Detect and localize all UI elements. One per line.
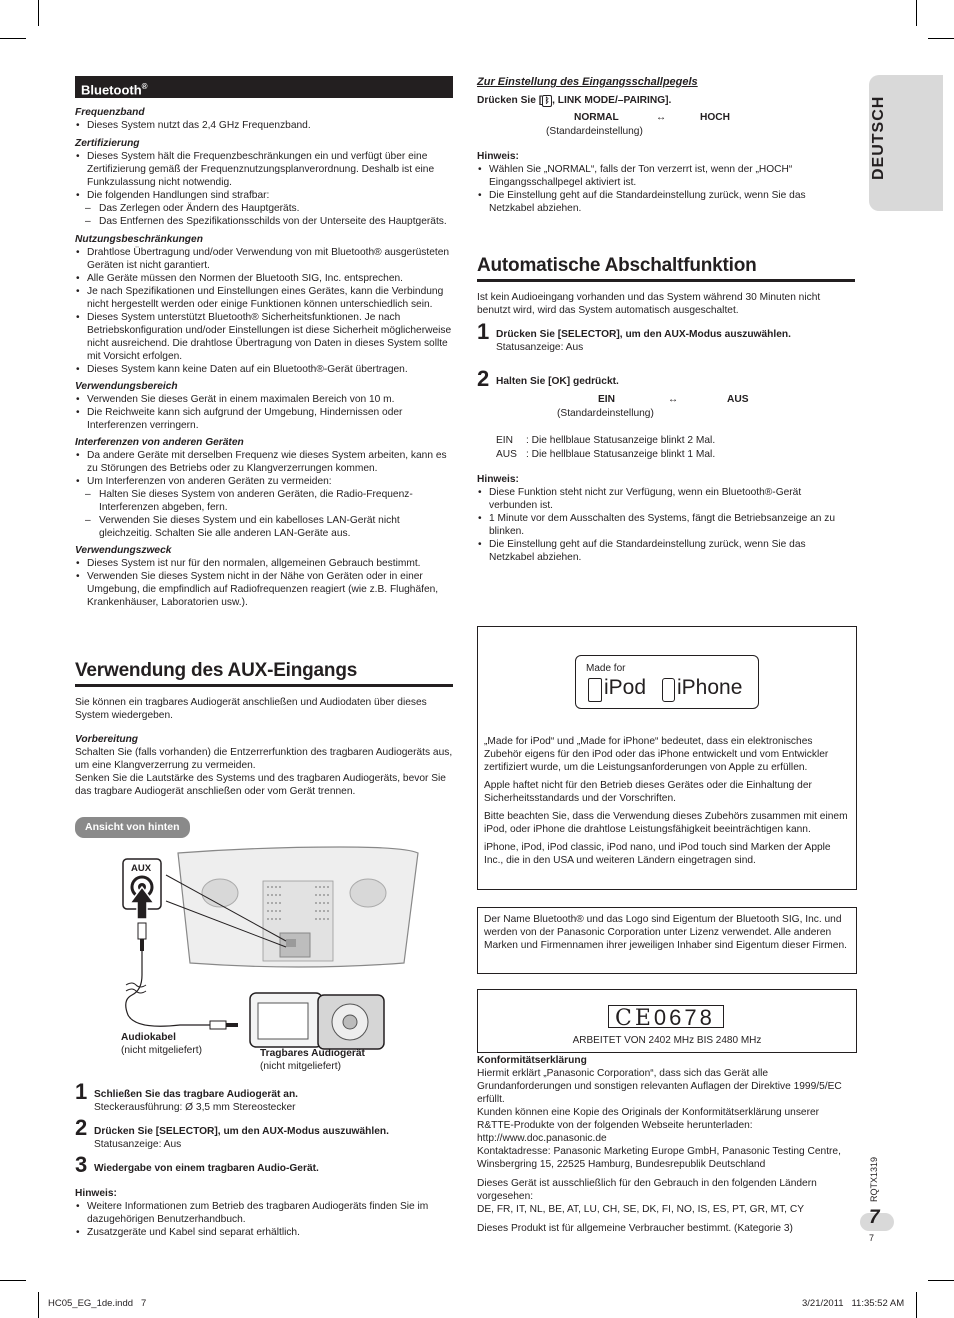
list-item: • Zusatzgeräte und Kabel sind separat erhältlich. bbox=[75, 1226, 453, 1239]
footer-timestamp: 3/21/2011 11:35:52 AM bbox=[802, 1298, 905, 1309]
aux-heading: Verwendung des AUX-Eingangs bbox=[75, 660, 453, 687]
subheading: Verwendungsbereich bbox=[75, 381, 178, 392]
page-number: 7 bbox=[869, 1207, 880, 1228]
eingang-hinweis: Hinweis: • Wählen Sie „NORMAL“, falls der Ton verzerrt ist, wenn der „HOCH“ Eingangsschallpegel aktiviert ist. • Die Einstellung geht auf die Standardeinstellung zurück, wenn Sie das Netzkabel abziehen. bbox=[477, 150, 847, 215]
auto-step-1: Drücken Sie [SELECTOR], um den AUX-Modus auszuwählen. Statusanzeige: Aus bbox=[496, 329, 791, 353]
subheading: Interferenzen von anderen Geräten bbox=[75, 437, 244, 448]
eingang-section bbox=[477, 73, 855, 107]
list-item: • 1 Minute vor dem Ausschalten des Systems, fängt die Betriebsanzeige an zu blinken. bbox=[477, 512, 847, 538]
list-item: • Verwenden Sie dieses System nicht in der Nähe von Geräten oder in einer Umgebung, die empfindlich auf Radiofrequenzen reagiert (wie z.B. Flughäfen, Krankenhäuser, Laboratorien usw.). bbox=[75, 570, 453, 609]
list-item: – Das Entfernen des Spezifikationsschilds von der Unterseite des Hauptgeräts. bbox=[75, 215, 453, 228]
subheading: Nutzungsbeschränkungen bbox=[75, 234, 203, 245]
list-item: • Alle Geräte müssen den Normen der Bluetooth SIG, Inc. entsprechen. bbox=[75, 272, 453, 285]
eingang-press: Drücken Sie [ ᛒ , LINK MODE/–PAIRING]. bbox=[477, 95, 672, 106]
list-item: • Um Interferenzen von anderen Geräten zu vermeiden: bbox=[75, 475, 453, 488]
crop-mark bbox=[38, 0, 39, 26]
option-normal: NORMAL bbox=[574, 112, 619, 123]
bluetooth-trademark-box: Der Name Bluetooth® und das Logo sind Eigentum der Bluetooth SIG, Inc. und werden von der Panasonic Corporation unter Lizenz verwendet. Alle anderen Marken und Firmennamen ihrer jeweiligen Inhaber sind Eigentum dieser Firmen. bbox=[477, 907, 857, 974]
subheading: Verwendungszweck bbox=[75, 545, 172, 556]
step-number: 1 bbox=[75, 1079, 88, 1104]
aux-step-3: Wiedergabe von einem tragbaren Audio-Gerät. bbox=[94, 1163, 319, 1174]
crop-mark bbox=[928, 38, 954, 39]
arrow-icon: ↔ bbox=[656, 112, 667, 123]
aux-intro: Sie können ein tragbares Audiogerät anschließen und Audiodaten über dieses System wiedergeben. Vorbereitung Schalten Sie (falls vorhanden) die Entzerrerfunktion des tragbaren Audiogeräts aus, um eine Klangverzerrung zu vermeiden. Senken Sie die Lautstärke des Systems und des tragbaren Audiogeräts, bevor Sie das tragbare Audiogerät anschließen oder vom Gerät trennen. bbox=[75, 697, 453, 797]
crop-mark bbox=[916, 1292, 917, 1318]
language-tab-label: DEUTSCH bbox=[870, 95, 887, 180]
auto-step-2: Halten Sie [OK] gedrückt. bbox=[496, 376, 619, 387]
aux-hinweis: Hinweis: • Weitere Informationen zum Betrieb des tragbaren Audiogeräts finden Sie im dazugehörigen Benutzerhandbuch. • Zusatzgeräte und Kabel sind separat erhältlich. bbox=[75, 1187, 453, 1239]
ein-desc: EIN : Die hellblaue Statusanzeige blinkt 2 Mal. bbox=[496, 435, 716, 446]
aux-port-label: AUX bbox=[131, 863, 152, 874]
bluetooth-heading: Bluetooth® bbox=[75, 76, 453, 98]
konformitaet: Konformitätserklärung Hiermit erklärt „Panasonic Corporation“, dass sich das Gerät alle Grundanforderungen und sonstigen relevanten Auflagen der Direktive 1999/5/EC erfüllt. Kunden können eine Kopie des Originals der Konformitätserklärung unserer R&TTE-Produkte von der folgenden Webseite herunterladen: http://www.doc.panasonic.de Kontaktadresse: Panasonic Marketing Europe GmbH, Panasonic Testing Centre, Winsbergring 15, 22525 Hamburg, Bundesrepublik Deutschland Dieses Gerät ist ausschließlich für den Gebrauch in den folgenden Ländern vorgesehen: DE, FR, IT, NL, BE, AT, LU, CH, SE, DK, FI, NO, IS, ES, PT, GR, MT, CY Dieses Produkt ist für allgemeine Verbraucher bestimmt. (Kategorie 3) bbox=[477, 1055, 842, 1234]
crop-mark bbox=[38, 1292, 39, 1318]
list-item: • Die folgenden Handlungen sind strafbar: bbox=[75, 189, 453, 202]
crop-mark bbox=[916, 0, 917, 26]
aux-step-2: Drücken Sie [SELECTOR], um den AUX-Modus auszuwählen. Statusanzeige: Aus bbox=[94, 1126, 389, 1150]
list-item: • Je nach Spezifikationen und Einstellungen eines Gerätes, kann die Verbindung nicht hergestellt werden oder einige Funktionen können unterschiedlich sein. bbox=[75, 285, 453, 311]
subheading: Zertifizierung bbox=[75, 138, 140, 149]
auto-heading: Automatische Abschaltfunktion bbox=[477, 255, 855, 282]
apple-notice-box bbox=[477, 626, 857, 890]
bluetooth-icon: ᛒ bbox=[542, 95, 552, 107]
crop-mark bbox=[0, 1280, 26, 1281]
option-aus: AUS bbox=[727, 394, 749, 405]
list-item: – Das Zerlegen oder Ändern des Hauptgeräts. bbox=[75, 202, 453, 215]
arrow-icon: ↔ bbox=[668, 394, 679, 405]
list-item: • Drahtlose Übertragung und/oder Verwendung von mit Bluetooth® ausgerüsteten Geräten ist nicht garantiert. bbox=[75, 246, 453, 272]
list-item: • Dieses System ist nur für den normalen, allgemeinen Gebrauch bestimmt. bbox=[75, 557, 453, 570]
rear-view-pill: Ansicht von hinten bbox=[75, 817, 190, 838]
aux-step-1: Schließen Sie das tragbare Audiogerät an. Steckerausführung: Ø 3,5 mm Stereostecker bbox=[94, 1089, 298, 1113]
cable-label: Audiokabel (nicht mitgeliefert) bbox=[121, 1032, 202, 1056]
doc-code: RQTX1319 bbox=[869, 1156, 879, 1202]
apple-text: „Made for iPod“ und „Made for iPhone“ bedeutet, dass ein elektronisches Zubehör eigens für den iPod oder das iPhone entwickelt und vom Entwickler zertifiziert wurde, um die Leistungsanforderungen von Apple zu erfüllen. Apple haftet nicht für den Betrieb dieses Gerätes oder die Einhaltung der Sicherheitsstandards und der Vorschriften. Bitte beachten Sie, dass die Verwendung dieses Zubehörs zusammen mit einem iPod, oder iPhone die drahtlose Leistungsfähigkeit beeinträchtigen kann. iPhone, iPod, iPod classic, iPod nano, und iPod touch sind Marken der Apple Inc., die in den USA und weiteren Ländern eingetragen sind. bbox=[484, 736, 848, 866]
crop-mark bbox=[928, 1280, 954, 1281]
list-item: • Dieses System hält die Frequenzbeschränkungen ein und verfügt über eine Zertifizierung gemäß der Frequenznutzungsplanverordnung. Deshalb ist eine Funkzulassung nicht notwendig. bbox=[75, 150, 453, 189]
bluetooth-section bbox=[75, 76, 453, 609]
eingang-title: Zur Einstellung des Eingangsschallpegels bbox=[477, 76, 698, 88]
list-item: • Dieses System kann keine Daten auf ein Bluetooth®-Gerät übertragen. bbox=[75, 363, 453, 376]
subheading: Frequenzband bbox=[75, 107, 145, 118]
option-ein: EIN bbox=[598, 394, 615, 405]
iphone-icon bbox=[662, 678, 675, 702]
step-number: 2 bbox=[75, 1115, 88, 1140]
step-number: 1 bbox=[477, 319, 490, 344]
aus-desc: AUS : Die hellblaue Statusanzeige blinkt 1 Mal. bbox=[496, 449, 716, 460]
option-hoch: HOCH bbox=[700, 112, 730, 123]
made-for-ipod-iphone-badge: Made for iPod iPhone bbox=[575, 655, 759, 709]
list-item: • Die Einstellung geht auf die Standardeinstellung zurück, wenn Sie das Netzkabel abziehen. bbox=[477, 538, 847, 564]
list-item: • Die Reichweite kann sich aufgrund der Umgebung, Hindernissen oder Interferenzen verringern. bbox=[75, 406, 453, 432]
step-number: 2 bbox=[477, 366, 490, 391]
list-item: • Die Einstellung geht auf die Standardeinstellung zurück, wenn Sie das Netzkabel abziehen. bbox=[477, 189, 847, 215]
list-item: • Diese Funktion steht nicht zur Verfügung, wenn ein Bluetooth®-Gerät verbunden ist. bbox=[477, 486, 847, 512]
ce-box: CE0678 ARBEITET VON 2402 MHz BIS 2480 MHz bbox=[477, 989, 857, 1053]
step-number: 3 bbox=[75, 1152, 88, 1177]
list-item: • Da andere Geräte mit derselben Frequenz wie dieses System arbeiten, kann es zu Störungen des Betriebs oder zu Klangverzerrungen kommen. bbox=[75, 449, 453, 475]
list-item: – Halten Sie dieses System von anderen Geräten, die Radio-Frequenz-Interferenzen abgeben, fern. bbox=[75, 488, 453, 514]
ipod-icon bbox=[588, 678, 602, 702]
auto-hinweis: Hinweis: • Diese Funktion steht nicht zur Verfügung, wenn ein Bluetooth®-Gerät verbunden ist. • 1 Minute vor dem Ausschalten des Systems, fängt die Betriebsanzeige an zu blinken. • Die Einstellung geht auf die Standardeinstellung zurück, wenn Sie das Netzkabel abziehen. bbox=[477, 473, 847, 564]
footer-file: HC05_EG_1de.indd 7 bbox=[48, 1298, 147, 1309]
list-item: • Dieses System nutzt das 2,4 GHz Frequenzband. bbox=[75, 119, 453, 132]
default-note: (Standardeinstellung) bbox=[546, 126, 643, 137]
ce-mark: CE0678 bbox=[608, 1005, 724, 1028]
list-item: • Dieses System unterstützt Bluetooth® Sicherheitsfunktionen. Je nach Betriebskonfiguration und/oder Einstellungen ist diese Sicherheit möglicherweise nicht ausreichend. Die drahtlose Übertragung von Daten in dieses System sollte mit Vorsicht erfolgen. bbox=[75, 311, 453, 363]
player-label: Tragbares Audiogerät (nicht mitgeliefert) bbox=[260, 1048, 365, 1072]
default-note: (Standardeinstellung) bbox=[557, 408, 654, 419]
list-item: • Verwenden Sie dieses Gerät in einem maximalen Bereich von 10 m. bbox=[75, 393, 453, 406]
subheading: Vorbereitung bbox=[75, 734, 139, 745]
list-item: • Wählen Sie „NORMAL“, falls der Ton verzerrt ist, wenn der „HOCH“ Eingangsschallpegel aktiviert ist. bbox=[477, 163, 847, 189]
auto-intro: Ist kein Audioeingang vorhanden und das System während 30 Minuten nicht benutzt wird, wird das System automatisch ausgeschaltet. bbox=[477, 292, 821, 316]
list-item: • Weitere Informationen zum Betrieb des tragbaren Audiogeräts finden Sie im dazugehörigen Benutzerhandbuch. bbox=[75, 1200, 453, 1226]
crop-mark bbox=[0, 38, 26, 39]
list-item: – Verwenden Sie dieses System und ein kabelloses LAN-Gerät nicht gleichzeitig. Schalten Sie alle anderen LAN-Geräte aus. bbox=[75, 514, 453, 540]
page-number-small: 7 bbox=[869, 1233, 875, 1243]
